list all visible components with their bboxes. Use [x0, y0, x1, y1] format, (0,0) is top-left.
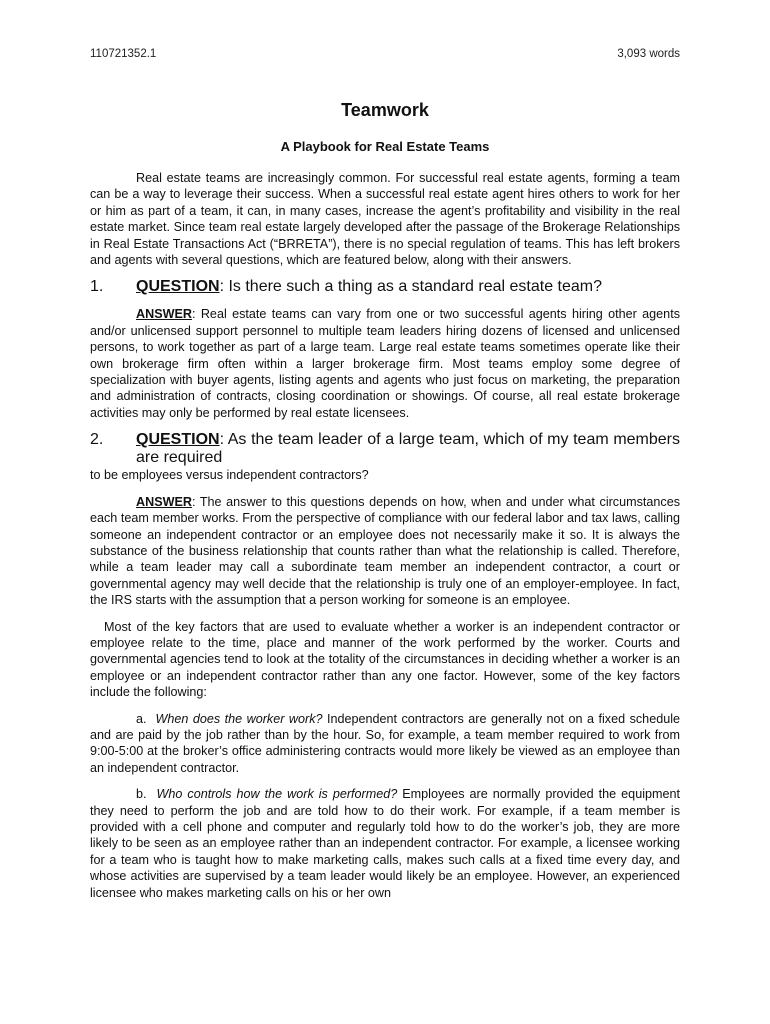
- answer-text: : Real estate teams can vary from one or two successful agents hiring other agents and/or unlicensed support personnel to multiple team leaders hiring dozens of licensed and unlicensed persons, to work together as part of a large team. Large real estate teams sometimes operate like their own brokerage firm often within a larger brokerage firm. Most teams employ some degree of specialization with buyer agents, listing agents and agents who just focus on marketing, the preparation and administration of contracts, closing coordination or showings. Of course, all real estate brokerage activities may only be performed by real estate licensees.: [90, 307, 680, 420]
- question-2-continuation: to be employees versus independent contractors?: [90, 468, 369, 483]
- factor-b: [90, 786, 680, 901]
- question-label: QUESTION: [136, 278, 220, 296]
- factor-letter: b.: [136, 787, 147, 802]
- question-text: : As the team leader of a large team, which of my team members are required: [136, 431, 680, 467]
- question-label: QUESTION: [136, 431, 220, 449]
- factors-intro-paragraph: Most of the key factors that are used to evaluate whether a worker is an independent contractor or employee relate to the time, place and manner of the work performed by the worker. Courts and governmental agencies tend to look at the totality of the circumstances in deciding whether a worker is an employee or an independent contractor rather than any one factor. However, some of the key factors include the following:: [90, 619, 680, 700]
- answer-1: [90, 306, 680, 421]
- answer-2: [90, 494, 680, 609]
- factor-text: Independent contractors are generally not on a fixed schedule and are paid by the job rather than by the hour. So, for example, a team member required to work from 9:00-5:00 at the broker’s office administering contracts would more likely be viewed as an employee than an independent contractor.: [90, 711, 681, 775]
- document-title: Teamwork: [341, 100, 429, 120]
- answer-label: ANSWER: [136, 307, 192, 322]
- question-text: : Is there such a thing as a standard real estate team?: [219, 278, 603, 296]
- factor-letter: a.: [136, 711, 147, 726]
- intro-paragraph: Real estate teams are increasingly common. For successful real estate agents, forming a team can be a way to leverage their success. When a successful real estate agent hires others to work for her or him as part of a team, it can, in many cases, increase the agent’s profitability and visibility in the real estate market. Since team real estate largely developed after the passage of the Brokerage Relationships in Real Estate Transactions Act (“BRRETA”), there is no special regulation of teams. This has left brokers and agents with several questions, which are featured below, along with their answers.: [90, 171, 680, 268]
- page-header: [90, 48, 680, 60]
- answer-label: ANSWER: [136, 494, 192, 509]
- answer-text: : The answer to this questions depends on how, when and under what circumstances each team member works. From the perspective of compliance with our federal labor and tax laws, calling someone an independent contractor or an employee does not necessarily make it so. It is always the substance of the business relationship that counts rather than what the relationship is called. Therefore, while a team leader may call a subordinate team member an independent contractor, a court or governmental agency may well decide that the relationship is truly one of an employer-employee. In fact, the IRS starts with the assumption that a person working for someone is an employee.: [90, 494, 680, 608]
- word-count: 3,093 words: [617, 48, 680, 60]
- factor-text: Employees are normally provided the equipment they need to perform the job and are told how to do their work. For example, if a team member is provided with a cell phone and computer and regularly told how to do the worker’s job, they are more likely to be seen as an employee rather than an independent contractor. For example, a licensee working for a team who is taught how to make marketing calls, makes such calls at a fixed time every day, and whose activities are supervised by a team leader would likely be an employee. However, an experienced licensee who makes marketing calls on his or her own: [90, 787, 680, 900]
- question-2: [90, 431, 680, 467]
- document-subtitle: A Playbook for Real Estate Teams: [280, 139, 490, 154]
- document-id: 110721352.1: [90, 48, 157, 60]
- factor-heading: Who controls how the work is performed?: [156, 787, 398, 802]
- question-number: 2.: [90, 431, 104, 449]
- factor-a: [90, 711, 680, 777]
- question-1: [90, 278, 680, 296]
- factor-heading: When does the worker work?: [155, 711, 323, 726]
- question-number: 1.: [90, 278, 104, 296]
